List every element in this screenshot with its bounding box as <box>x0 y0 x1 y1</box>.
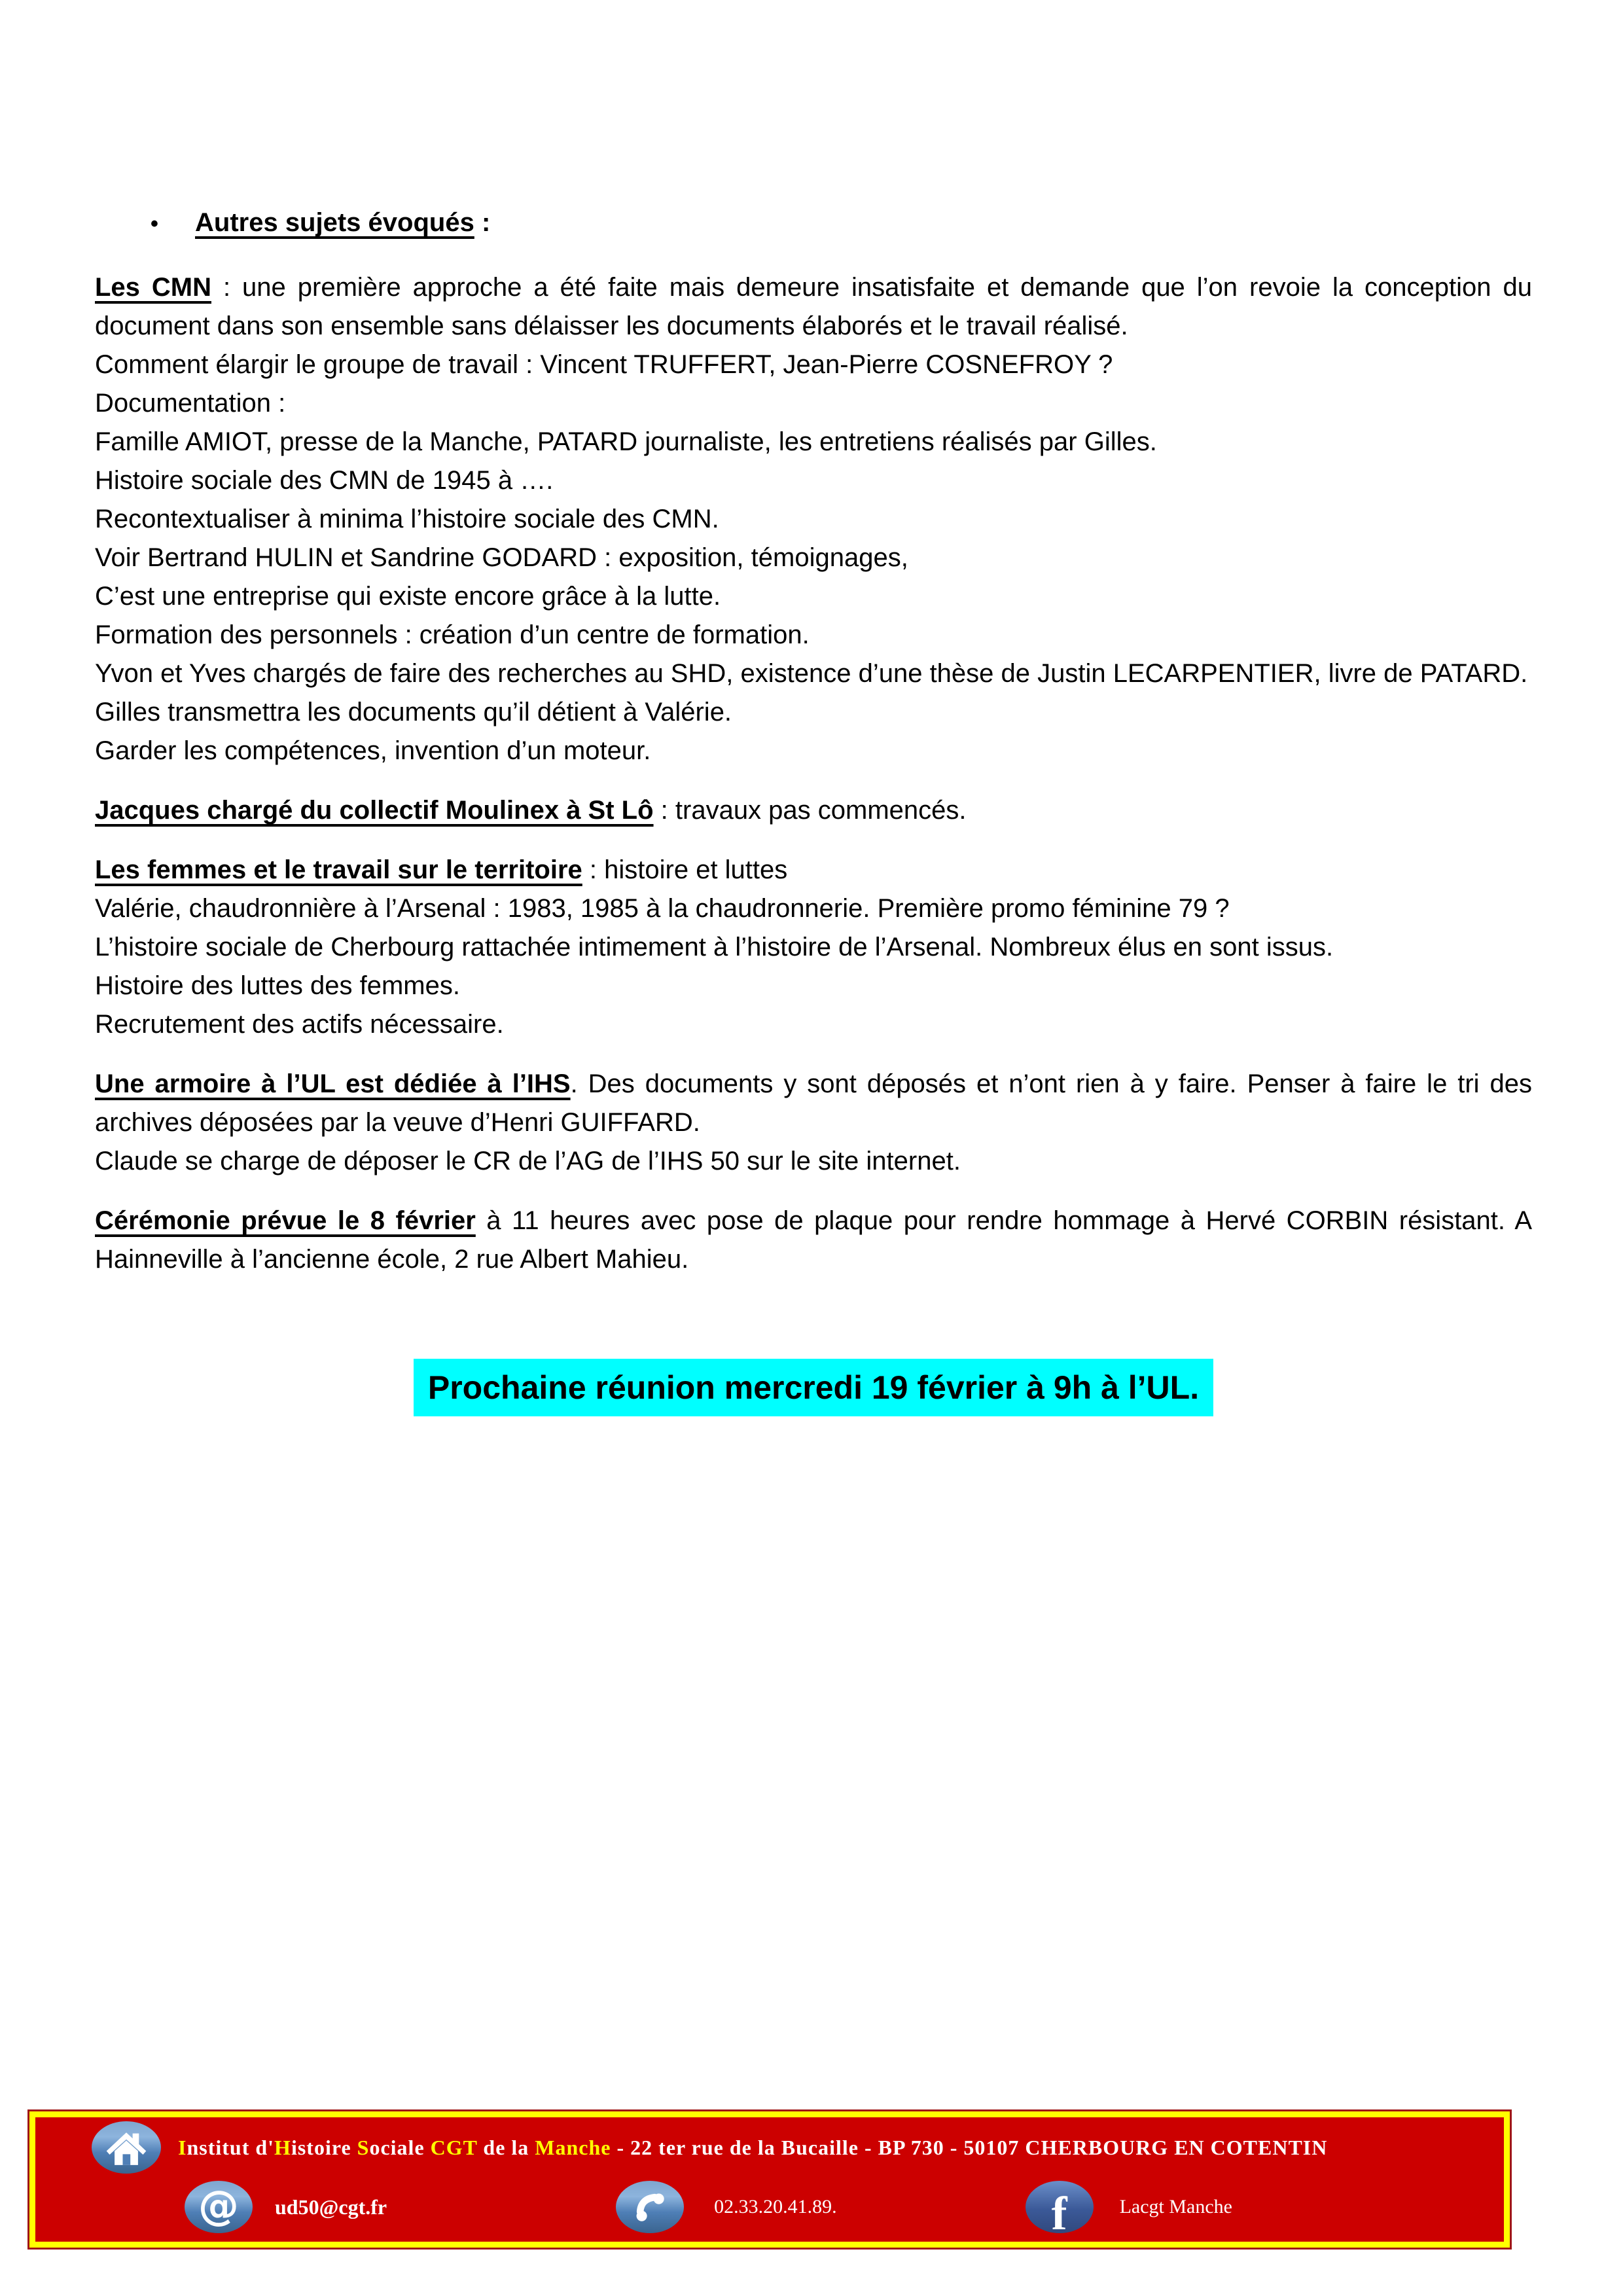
footer-address-seg: Manche <box>535 2135 611 2159</box>
phone-icon <box>616 2181 684 2233</box>
bold-underlined-lead: Une armoire à l’UL est dédiée à l’IHS <box>95 1069 571 1099</box>
home-icon <box>92 2121 161 2174</box>
line-text: : une première approche a été faite mais demeure insatisfaite et demande que l’on revoie la conception du document dans son ensemble sans délaisser les documents élaborés et le travail réalisé. <box>95 273 1532 341</box>
heading-label: Autres sujets évoqués <box>195 208 474 237</box>
heading-suffix: : <box>474 208 491 237</box>
bold-underlined-lead: Les femmes et le travail sur le territoire <box>95 855 582 885</box>
text-line <box>95 1065 1532 1142</box>
at-icon <box>185 2181 253 2233</box>
footer-email: ud50@cgt.fr <box>275 2195 387 2219</box>
footer-phone: 02.33.20.41.89. <box>714 2196 837 2217</box>
footer-facebook-group <box>1026 2181 1232 2233</box>
footer-address <box>178 2136 1327 2160</box>
section-heading <box>151 207 1532 240</box>
footer-address-seg: istoire <box>291 2135 357 2159</box>
line-text: : histoire et luttes <box>582 855 788 885</box>
section-armoire-ihs <box>95 1065 1532 1181</box>
footer-address-seg: nstitut d' <box>187 2135 275 2159</box>
at-glyph: @ <box>198 2181 239 2229</box>
footer-address-seg: H <box>274 2135 291 2159</box>
facebook-icon <box>1026 2181 1094 2233</box>
bold-underlined-lead: Les CMN <box>95 273 211 302</box>
text-line: Garder les compétences, invention d’un moteur. <box>95 736 651 766</box>
text-line: Recontextualiser à minima l’histoire sociale des CMN. <box>95 505 719 534</box>
text-line: C’est une entreprise qui existe encore grâce à la lutte. <box>95 582 721 611</box>
bullet-icon: • <box>151 211 158 237</box>
text-line: Gilles transmettra les documents qu’il détient à Valérie. <box>95 698 732 727</box>
text-line: Histoire des luttes des femmes. <box>95 971 460 1001</box>
text-line: Yvon et Yves chargés de faire des recherches au SHD, existence d’une thèse de Justin LECARPENTIER, livre de PATARD. <box>95 659 1528 689</box>
text-line: Comment élargir le groupe de travail : Vincent TRUFFERT, Jean-Pierre COSNEFROY ? <box>95 350 1113 380</box>
text-line <box>95 268 1532 346</box>
section-ceremonie <box>95 1202 1532 1279</box>
line-text: . Des documents y sont déposés et n’ont rien à y faire. Penser à faire le tri des archives déposées par la veuve d’Henri GUIFFARD. <box>95 1069 1532 1138</box>
footer-email-group <box>185 2181 387 2233</box>
footer-address-seg: ociale <box>369 2135 431 2159</box>
section-femmes-travail <box>95 851 1532 1044</box>
text-line: Valérie, chaudronnière à l’Arsenal : 1983, 1985 à la chaudronnerie. Première promo féminine 79 ? <box>95 894 1230 924</box>
line-text: à 11 heures avec pose de plaque pour rendre hommage à Hervé CORBIN résistant. A Hainneville à l’ancienne école, 2 rue Albert Mahieu. <box>95 1206 1532 1274</box>
footer-address-seg: de la <box>477 2135 535 2159</box>
footer-address-seg: S <box>357 2135 370 2159</box>
text-line: L’histoire sociale de Cherbourg rattachée intimement à l’histoire de l’Arsenal. Nombreux élus en sont issus. <box>95 933 1334 962</box>
line-text: : travaux pas commencés. <box>653 796 967 825</box>
footer-contacts-row <box>35 2178 1504 2236</box>
text-line: Formation des personnels : création d’un centre de formation. <box>95 620 810 650</box>
bold-underlined-lead: Jacques chargé du collectif Moulinex à St Lô <box>95 796 654 825</box>
text-line: Recrutement des actifs nécessaire. <box>95 1010 504 1039</box>
next-meeting-highlight: Prochaine réunion mercredi 19 février à 9h à l’UL. <box>414 1359 1213 1416</box>
text-line: Voir Bertrand HULIN et Sandrine GODARD : exposition, témoignages, <box>95 543 908 573</box>
footer-address-seg: - 22 ter rue de la Bucaille - BP 730 - 50107 CHERBOURG EN COTENTIN <box>611 2135 1328 2159</box>
bold-underlined-lead: Cérémonie prévue le 8 février <box>95 1206 476 1236</box>
announcement-row <box>95 1359 1532 1416</box>
footer-phone-group <box>616 2181 837 2233</box>
footer-address-seg: CGT <box>430 2135 478 2159</box>
text-line <box>95 1202 1532 1279</box>
text-line: Famille AMIOT, presse de la Manche, PATARD journaliste, les entretiens réalisés par Gilles. <box>95 427 1157 457</box>
footer-banner <box>29 2111 1510 2248</box>
text-line: Documentation : <box>95 389 286 418</box>
document-body <box>95 207 1532 1416</box>
section-les-cmn <box>95 268 1532 770</box>
text-line: Claude se charge de déposer le CR de l’AG de l’IHS 50 sur le site internet. <box>95 1147 961 1176</box>
footer-address-row <box>35 2117 1504 2178</box>
section-moulinex <box>95 791 1532 830</box>
facebook-f-glyph: f <box>1051 2187 1067 2233</box>
footer-address-seg: I <box>178 2135 187 2159</box>
text-line: Histoire sociale des CMN de 1945 à …. <box>95 466 554 495</box>
text-line <box>95 851 1532 889</box>
footer-facebook: Lacgt Manche <box>1119 2196 1232 2217</box>
text-line <box>95 791 1532 830</box>
